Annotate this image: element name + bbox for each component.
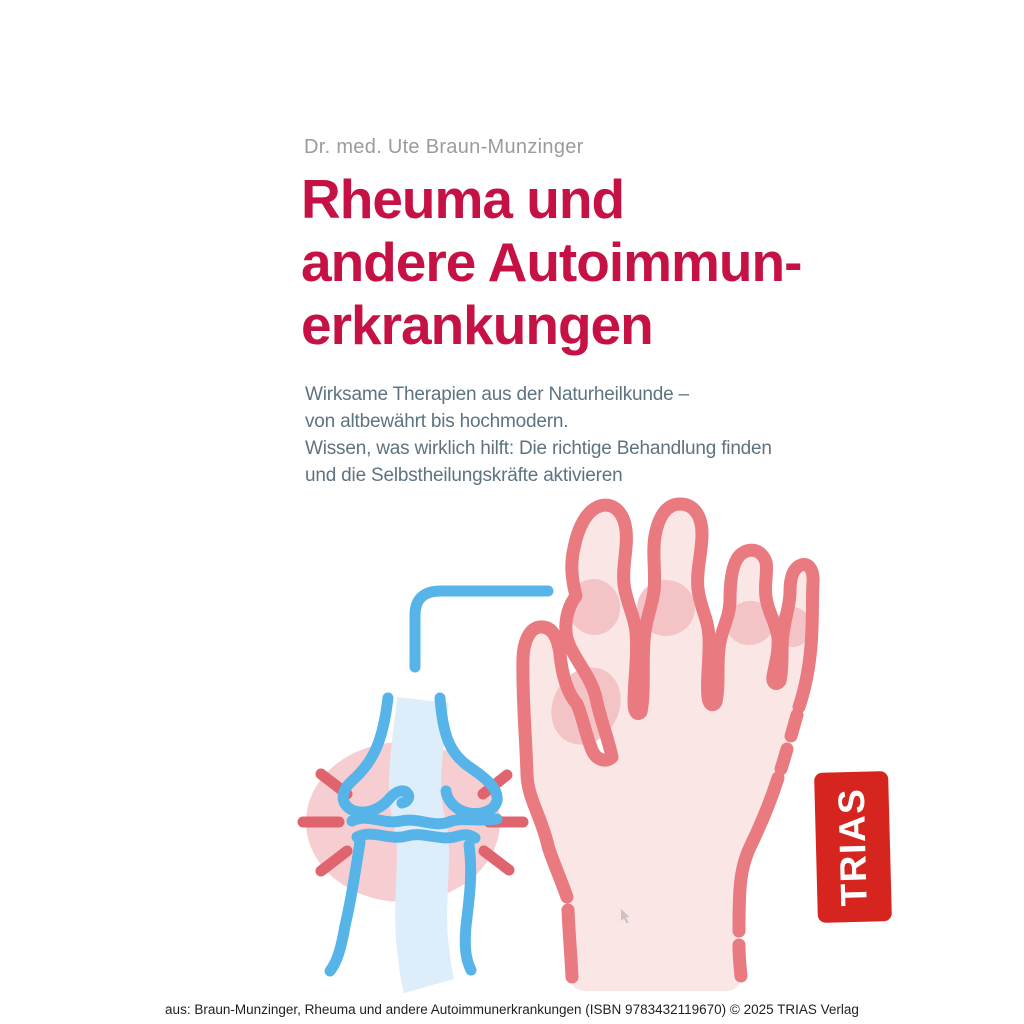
hand-contour-dash [739,945,741,976]
subtitle-line: Wissen, was wirklich hilft: Die richtige Behandlung finden [305,438,772,459]
hand-contour-dash [781,749,787,769]
trias-publisher-logo [814,771,892,923]
title-line: erkrankungen [301,294,653,356]
title-line: andere Autoimmun- [301,231,802,293]
tibia-outline [465,845,471,970]
tibia-plateau-line [357,834,475,838]
trias-logo-text: TRIAS [830,787,875,907]
title-line: Rheuma und [301,168,625,230]
hand-contour-dash [568,910,572,977]
subtitle-line: von altbewährt bis hochmodern. [305,411,569,432]
hand-illustration [523,504,813,991]
subtitle-line: Wirksame Therapien aus der Naturheilkunde – [305,384,689,405]
knee-joint-illustration [303,698,523,986]
author-line: Dr. med. Ute Braun-Munzinger [304,136,584,158]
subtitle-line: und die Selbstheilungskräfte aktivieren [305,465,623,486]
hand-contour-dash [791,715,797,736]
credit-line: aus: Braun-Munzinger, Rheuma und andere Autoimmunerkrankungen (ISBN 9783432119670) © 2025 TRIAS Verlag [165,1002,859,1017]
joint-gap-line [352,818,497,824]
pain-ray [484,851,509,870]
bone-shaft-fill [415,700,429,986]
